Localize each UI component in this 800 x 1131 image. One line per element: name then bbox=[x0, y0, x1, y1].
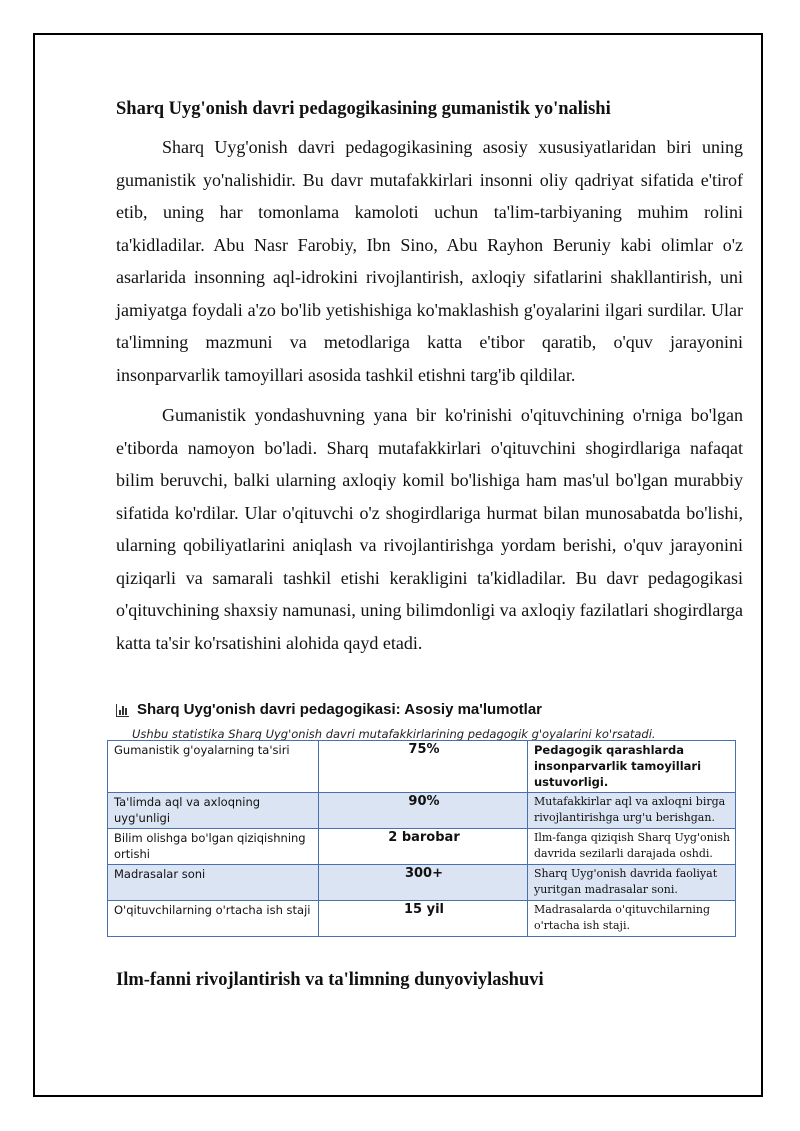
bar-chart-icon bbox=[116, 704, 129, 717]
row-note: Pedagogik qarashlarda insonparvarlik tamoyillari ustuvorligi. bbox=[527, 741, 735, 793]
row-value: 75% bbox=[319, 741, 528, 793]
table-row bbox=[108, 829, 736, 865]
row-label: Madrasalar soni bbox=[108, 865, 319, 901]
row-note: Mutafakkirlar aql va axloqni birga rivojlantirishga urg'u berishgan. bbox=[527, 793, 735, 829]
row-label: Ta'limda aql va axloqning uyg'unligi bbox=[108, 793, 319, 829]
section-heading: Ilm-fanni rivojlantirish va ta'limning dunyoviylashuvi bbox=[116, 970, 544, 990]
row-label: Bilim olishga bo'lgan qiziqishning ortishi bbox=[108, 829, 319, 865]
stats-table bbox=[107, 740, 736, 937]
table-row bbox=[108, 741, 736, 793]
document-body bbox=[116, 97, 743, 667]
paragraph: Sharq Uyg'onish davri pedagogikasining asosiy xususiyatlaridan biri uning gumanistik yo'nalishidir. Bu davr mutafakkirlari insonni oliy qadriyat sifatida e'tirof etib, uning har tomonlama kamoloti uchun ta'lim-tarbiyaning muhim rolini ta'kidladilar. Abu Nasr Farobiy, Ibn Sino, Abu Rayhon Beruniy kabi olimlar o'z asarlarida insonning aql-idrokini rivojlantirish, axloqiy sifatlarini shakllantirish, uni jamiyatga foydali a'zo bo'lib yetishishiga ko'maklashish g'oyalarini ilgari surdilar. Ular ta'limning mazmuni va metodlariga katta e'tibor qaratib, o'quv jarayonini insonparvarlik tamoyillari asosida tashkil etishni targ'ib qildilar. bbox=[116, 137, 743, 385]
paragraph: Gumanistik yondashuvning yana bir ko'rinishi o'qituvchining o'rniga bo'lgan e'tiborda namoyon bo'ladi. Sharq mutafakkirlari o'qituvchini shogirdlariga nafaqat bilim beruvchi, balki ularning axloqiy komil bo'lishiga ham mas'ul bo'lgan murabbiy sifatida ko'rdilar. Ular o'qituvchi o'z shogirdlariga hurmat bilan munosabatda bo'lishi, ularning qobiliyatlarini aniqlash va rivojlantirishga yordam berishi, o'quv jarayonini qiziqarli va samarali tashkil etishi kerakligini ta'kidladilar. Bu davr pedagogikasi o'qituvchining shaxsiy namunasi, uning bilimdonligi va axloqiy fazilatlari shogirdlarga katta ta'sir ko'rsatishini alohida qayd etadi. bbox=[116, 405, 743, 653]
section-heading: Sharq Uyg'onish davri pedagogikasining gumanistik yo'nalishi bbox=[116, 99, 611, 119]
row-note: Madrasalarda o'qituvchilarning o'rtacha ish staji. bbox=[527, 901, 735, 937]
table-row bbox=[108, 793, 736, 829]
row-note: Ilm-fanga qiziqish Sharq Uyg'onish davrida sezilarli darajada oshdi. bbox=[527, 829, 735, 865]
row-label: Gumanistik g'oyalarning ta'siri bbox=[108, 741, 319, 793]
row-value: 15 yil bbox=[319, 901, 528, 937]
table-row bbox=[108, 901, 736, 937]
stats-title bbox=[116, 700, 743, 720]
row-value: 90% bbox=[319, 793, 528, 829]
stats-subtitle: Ushbu statistika Sharq Uyg'onish davri mutafakkirlarining pedagogik g'oyalarini ko'rsatadi. bbox=[132, 727, 656, 741]
stats-title-text: Sharq Uyg'onish davri pedagogikasi: Asosiy ma'lumotlar bbox=[137, 701, 543, 718]
row-note: Sharq Uyg'onish davrida faoliyat yuritgan madrasalar soni. bbox=[527, 865, 735, 901]
row-label: O'qituvchilarning o'rtacha ish staji bbox=[108, 901, 319, 937]
row-value: 300+ bbox=[319, 865, 528, 901]
row-value: 2 barobar bbox=[319, 829, 528, 865]
table-row bbox=[108, 865, 736, 901]
